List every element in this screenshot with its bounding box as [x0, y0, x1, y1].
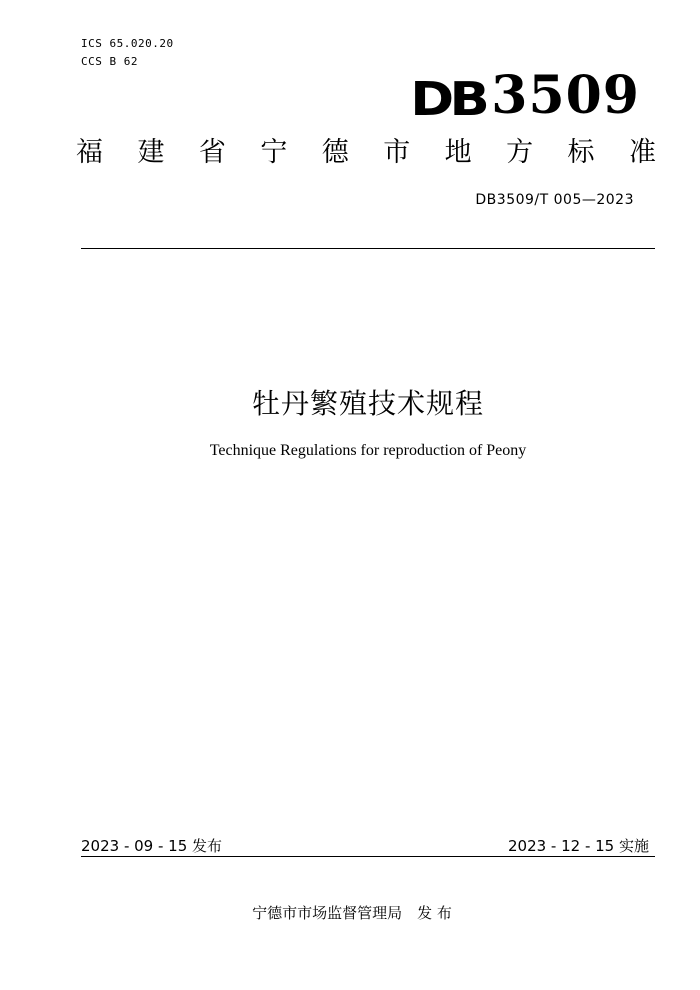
ics-code: ICS 65.020.20	[81, 37, 174, 50]
standard-type-char: 福	[76, 137, 103, 168]
standard-type-char: 标	[567, 137, 595, 168]
standard-number: DB3509/T 005—2023	[475, 192, 634, 208]
top-divider	[81, 248, 655, 249]
standard-type-char: 省	[198, 137, 226, 168]
title-english: Technique Regulations for reproduction of Peony	[209, 442, 527, 459]
title-chinese: 牡丹繁殖技术规程	[251, 387, 484, 420]
implement-date: 2023 - 12 - 15 实施	[507, 837, 649, 855]
issuer: 宁德市市场监督管理局 发 布	[252, 904, 452, 922]
ccs-code: CCS B 62	[81, 55, 138, 68]
standard-type-char: 准	[628, 137, 656, 168]
bottom-divider	[81, 856, 655, 857]
standard-type	[76, 137, 656, 169]
standard-type-char: 市	[383, 137, 411, 168]
standard-type-char: 建	[137, 137, 165, 168]
standard-type-char: 德	[321, 137, 349, 168]
standard-code-logo	[410, 65, 640, 126]
publish-date: 2023 - 09 - 15 发布	[81, 837, 223, 855]
standard-type-char: 方	[506, 137, 534, 168]
code-region: 3509	[491, 65, 640, 126]
standard-type-char: 地	[444, 137, 472, 168]
standard-type-char: 宁	[260, 137, 288, 168]
code-prefix: DB	[410, 72, 486, 126]
